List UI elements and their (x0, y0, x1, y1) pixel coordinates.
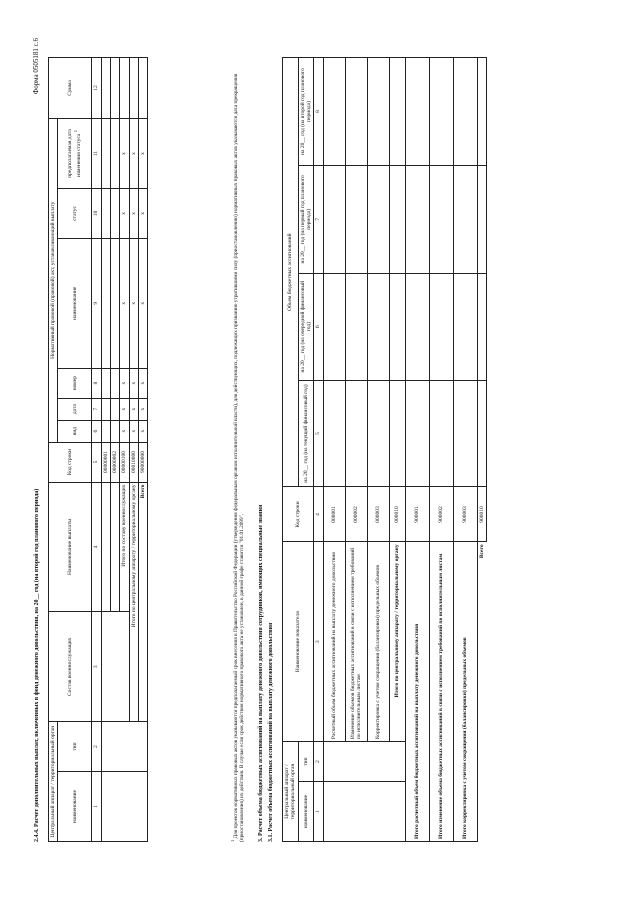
hdr-act-date: дата (58, 398, 92, 420)
hdr-name: наименование (58, 772, 92, 842)
hdr-staff: Состав военнослужащих (49, 612, 92, 722)
section-241-title: 2.4.4. Расчет дополнительных выплат, включенных в фонд денежного довольствия, на 20__ год (на второй год планового периода) (34, 488, 40, 842)
hdr-act-num: номер (58, 368, 92, 398)
central-row: Итого по центральному аппарату / территориальному органу 00010000 x x x x x x (129, 58, 138, 842)
table-241 (48, 57, 148, 842)
hdr31-code: Код строки (283, 487, 314, 542)
hdr-payment: Наименование выплаты (49, 482, 92, 612)
table-row: 00000002 (110, 58, 119, 842)
hdr-act: Нормативный правовой (правовой) акт, устанавливающий выплату (49, 119, 58, 443)
table-row: Корректировка с учетом сокращения (балансировки) предельных объемов 000003 (367, 58, 389, 842)
hdr31-y4: на 20__ год (на второй год планового периода) (298, 58, 314, 166)
hdr-code: Код строки (49, 442, 92, 482)
table-row: Изменение объемов бюджетных ассигнований в связи с исполнением требований по исполнительным листам 000002 (345, 58, 367, 842)
form-code: Форма 0505181 с.6 (32, 38, 40, 95)
hdr31-y3: на 20__ год (на первый год планового периода) (298, 165, 314, 273)
hdr31-y2: на 20__ год (на очередной финансовый год) (298, 273, 314, 380)
section-31-title: 3.1. Расчет объема бюджетных ассигнований на выплату денежного довольствия (268, 622, 274, 842)
footnote: $^1$ Для проектов нормативных правовых актов указываются предполагаемый срок внесения в Правительство Российской Федерации (утверждения федеральным органом исполнительной власти), для действующих, подлежащих признанию утратившими силу (приостановлению) нормативных правовых актов указываются дата прекращения (приостановления) их действия. В случае если срок действия нормативного правового акта не установлен, в данной графе ставится "01.01.2099". (230, 73, 246, 842)
document-page (30, 32, 610, 872)
hdr-type: тип (58, 722, 92, 772)
table-row: 00000001 (101, 58, 110, 842)
total-row: Итого корректировка с учетом сокращения (балансировки) предельных объемов 900003 (453, 58, 477, 842)
table-row: Расчетный объем бюджетных ассигнований на выплату денежного довольствия 000001 (323, 58, 345, 842)
grand-total-row: Всего 900010 (477, 58, 486, 842)
hdr31-volume: Объем бюджетных ассигнований (283, 58, 299, 487)
hdr31-org: Центральный аппарат / территориальный орган (283, 742, 299, 842)
hdr31-name: наименование (298, 782, 314, 842)
hdr-act-status: статус (58, 188, 92, 238)
section-3-title: 3. Расчет объема бюджетных ассигнований на выплату денежного довольствия сотрудников, имеющих специальные звания (258, 504, 264, 842)
hdr-org: Центральный аппарат / территориальный орган (49, 722, 58, 842)
hdr31-y1: на 20__ год (на текущий финансовый год) (298, 380, 314, 487)
total-row: Всего 90000000 x x x x x x (138, 58, 147, 842)
hdr-act-kind: вид (58, 420, 92, 442)
col-numbers-31: 1 2 3 4 5 6 7 8 (314, 58, 323, 842)
hdr31-type: тип (298, 742, 314, 782)
total-row: Итого расчетный объем бюджетных ассигнований на выплату денежного довольствия 900001 (405, 58, 429, 842)
hdr31-indicator: Наименование показателя (283, 542, 314, 742)
total-row: Итого изменение объема бюджетных ассигнований в связи с исполнением требований по исполнительным листам 900002 (429, 58, 453, 842)
hdr-act-name: наименование (58, 238, 92, 368)
hdr-sum: Сумма (49, 58, 92, 119)
col-numbers-241: 1 2 3 4 5 6 7 8 9 10 11 12 (92, 58, 101, 842)
table-31 (282, 57, 487, 842)
subtotal-row: Итого по составу военнослужащих 00000100 x x x x x x (120, 58, 129, 842)
central-row: Итого по центральному аппарату / территориальному органу 000010 (389, 58, 405, 842)
hdr-act-expiry: предполагаемая дата изменения статуса $^1$ (58, 119, 92, 189)
